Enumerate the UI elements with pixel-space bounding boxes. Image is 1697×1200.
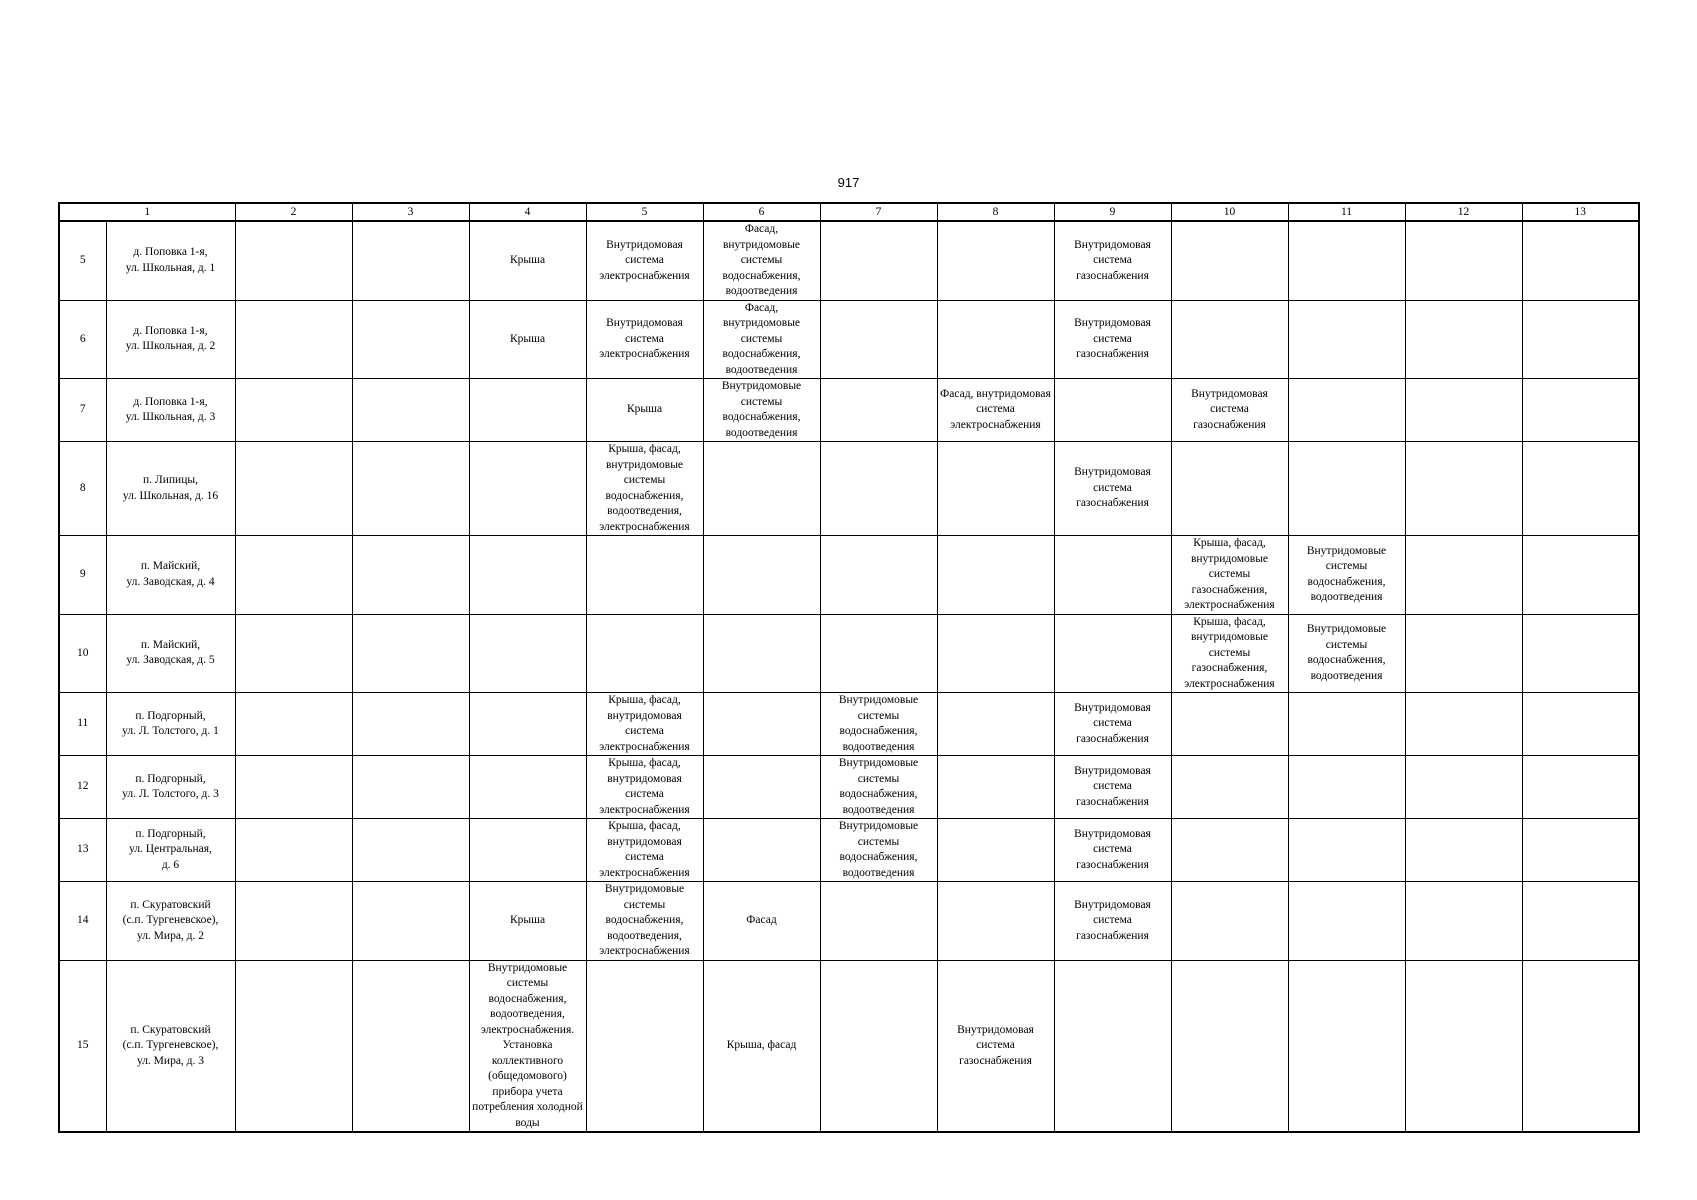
work-cell-col-4: Крыша <box>469 300 586 379</box>
address-cell: п. Подгорный, ул. Л. Толстого, д. 3 <box>106 756 235 819</box>
work-cell-col-3 <box>352 960 469 1132</box>
work-cell-col-8 <box>937 819 1054 882</box>
work-cell-col-12 <box>1405 960 1522 1132</box>
work-cell-col-13 <box>1522 536 1639 615</box>
work-cell-col-9: Внутридомовая система газоснабжения <box>1054 221 1171 300</box>
work-cell-col-4 <box>469 756 586 819</box>
page-number: 917 <box>837 175 860 190</box>
work-cell-col-5: Крыша <box>586 379 703 442</box>
work-cell-col-6 <box>703 442 820 536</box>
work-cell-col-9: Внутридомовая система газоснабжения <box>1054 756 1171 819</box>
work-cell-col-4 <box>469 819 586 882</box>
address-cell: п. Скуратовский (с.п. Тургеневское), ул. Мира, д. 3 <box>106 960 235 1132</box>
row-number: 5 <box>59 221 106 300</box>
work-cell-col-6 <box>703 614 820 693</box>
work-cell-col-10 <box>1171 882 1288 961</box>
work-cell-col-4: Внутридомовые системы водоснабжения, водоотведения, электроснабжения. Установка коллективного (общедомового) прибора учета потребления холодной воды <box>469 960 586 1132</box>
work-cell-col-7 <box>820 379 937 442</box>
work-cell-col-6: Внутридомовые системы водоснабжения, водоотведения <box>703 379 820 442</box>
work-cell-col-9: Внутридомовая система газоснабжения <box>1054 300 1171 379</box>
work-cell-col-4 <box>469 442 586 536</box>
work-cell-col-11 <box>1288 300 1405 379</box>
work-cell-col-3 <box>352 379 469 442</box>
row-number: 8 <box>59 442 106 536</box>
row-number: 14 <box>59 882 106 961</box>
work-cell-col-8 <box>937 693 1054 756</box>
work-cell-col-11 <box>1288 221 1405 300</box>
work-cell-col-13 <box>1522 614 1639 693</box>
work-cell-col-6 <box>703 819 820 882</box>
work-cell-col-12 <box>1405 379 1522 442</box>
work-cell-col-7 <box>820 882 937 961</box>
work-cell-col-12 <box>1405 693 1522 756</box>
work-cell-col-2 <box>235 379 352 442</box>
column-header-2: 2 <box>235 203 352 221</box>
row-number: 10 <box>59 614 106 693</box>
work-cell-col-7 <box>820 614 937 693</box>
work-cell-col-4: Крыша <box>469 221 586 300</box>
column-header-6: 6 <box>703 203 820 221</box>
work-cell-col-5: Крыша, фасад, внутридомовая система электроснабжения <box>586 693 703 756</box>
work-cell-col-10 <box>1171 221 1288 300</box>
work-cell-col-11: Внутридомовые системы водоснабжения, водоотведения <box>1288 536 1405 615</box>
work-cell-col-8 <box>937 536 1054 615</box>
work-cell-col-7: Внутридомовые системы водоснабжения, водоотведения <box>820 693 937 756</box>
work-cell-col-4: Крыша <box>469 882 586 961</box>
table-row <box>59 442 1639 536</box>
work-cell-col-6 <box>703 693 820 756</box>
table-row <box>59 819 1639 882</box>
capital-repair-table <box>58 202 1640 1133</box>
work-cell-col-2 <box>235 756 352 819</box>
address-cell: п. Скуратовский (с.п. Тургеневское), ул. Мира, д. 2 <box>106 882 235 961</box>
column-header-3: 3 <box>352 203 469 221</box>
work-cell-col-11 <box>1288 819 1405 882</box>
work-cell-col-11 <box>1288 960 1405 1132</box>
work-cell-col-4 <box>469 379 586 442</box>
work-cell-col-2 <box>235 614 352 693</box>
work-cell-col-3 <box>352 442 469 536</box>
work-cell-col-6 <box>703 756 820 819</box>
work-cell-col-5: Крыша, фасад, внутридомовая система электроснабжения <box>586 819 703 882</box>
table-row <box>59 300 1639 379</box>
work-cell-col-11 <box>1288 882 1405 961</box>
work-cell-col-5: Крыша, фасад, внутридомовые системы водоснабжения, водоотведения, электроснабжения <box>586 442 703 536</box>
work-cell-col-6 <box>703 536 820 615</box>
row-number: 11 <box>59 693 106 756</box>
work-cell-col-6: Фасад, внутридомовые системы водоснабжения, водоотведения <box>703 221 820 300</box>
work-cell-col-10 <box>1171 960 1288 1132</box>
work-cell-col-8 <box>937 221 1054 300</box>
table-row <box>59 693 1639 756</box>
row-number: 13 <box>59 819 106 882</box>
work-cell-col-2 <box>235 819 352 882</box>
address-cell: д. Поповка 1-я, ул. Школьная, д. 2 <box>106 300 235 379</box>
work-cell-col-12 <box>1405 882 1522 961</box>
work-cell-col-9 <box>1054 536 1171 615</box>
work-cell-col-11: Внутридомовые системы водоснабжения, водоотведения <box>1288 614 1405 693</box>
column-header-11: 11 <box>1288 203 1405 221</box>
work-cell-col-9: Внутридомовая система газоснабжения <box>1054 819 1171 882</box>
work-cell-col-2 <box>235 693 352 756</box>
table-row <box>59 756 1639 819</box>
work-cell-col-4 <box>469 693 586 756</box>
work-cell-col-10 <box>1171 693 1288 756</box>
work-cell-col-13 <box>1522 300 1639 379</box>
column-header-4: 4 <box>469 203 586 221</box>
work-cell-col-12 <box>1405 442 1522 536</box>
work-cell-col-12 <box>1405 614 1522 693</box>
row-number: 6 <box>59 300 106 379</box>
work-cell-col-9 <box>1054 379 1171 442</box>
work-cell-col-3 <box>352 819 469 882</box>
column-header-8: 8 <box>937 203 1054 221</box>
address-cell: п. Липицы, ул. Школьная, д. 16 <box>106 442 235 536</box>
work-cell-col-8 <box>937 882 1054 961</box>
work-cell-col-5: Внутридомовая система электроснабжения <box>586 300 703 379</box>
work-cell-col-10: Внутридомовая система газоснабжения <box>1171 379 1288 442</box>
row-number: 15 <box>59 960 106 1132</box>
work-cell-col-13 <box>1522 819 1639 882</box>
work-cell-col-13 <box>1522 693 1639 756</box>
row-number: 12 <box>59 756 106 819</box>
work-cell-col-11 <box>1288 442 1405 536</box>
work-cell-col-4 <box>469 536 586 615</box>
work-cell-col-12 <box>1405 221 1522 300</box>
address-cell: п. Майский, ул. Заводская, д. 4 <box>106 536 235 615</box>
work-cell-col-13 <box>1522 960 1639 1132</box>
column-header-10: 10 <box>1171 203 1288 221</box>
work-cell-col-10 <box>1171 819 1288 882</box>
work-cell-col-3 <box>352 756 469 819</box>
address-cell: д. Поповка 1-я, ул. Школьная, д. 3 <box>106 379 235 442</box>
column-header-13: 13 <box>1522 203 1639 221</box>
column-header-12: 12 <box>1405 203 1522 221</box>
work-cell-col-9 <box>1054 614 1171 693</box>
work-cell-col-12 <box>1405 300 1522 379</box>
work-cell-col-9: Внутридомовая система газоснабжения <box>1054 693 1171 756</box>
work-cell-col-13 <box>1522 221 1639 300</box>
work-cell-col-10: Крыша, фасад, внутридомовые системы газоснабжения, электроснабжения <box>1171 614 1288 693</box>
work-cell-col-2 <box>235 221 352 300</box>
work-cell-col-13 <box>1522 756 1639 819</box>
work-cell-col-6: Фасад <box>703 882 820 961</box>
work-cell-col-3 <box>352 300 469 379</box>
table-row <box>59 614 1639 693</box>
work-cell-col-11 <box>1288 379 1405 442</box>
work-cell-col-3 <box>352 693 469 756</box>
work-cell-col-13 <box>1522 442 1639 536</box>
work-cell-col-13 <box>1522 882 1639 961</box>
work-cell-col-6: Крыша, фасад <box>703 960 820 1132</box>
table-row <box>59 536 1639 615</box>
work-cell-col-2 <box>235 960 352 1132</box>
work-cell-col-3 <box>352 614 469 693</box>
work-cell-col-13 <box>1522 379 1639 442</box>
work-cell-col-7 <box>820 442 937 536</box>
work-cell-col-8 <box>937 614 1054 693</box>
work-cell-col-4 <box>469 614 586 693</box>
address-cell: п. Подгорный, ул. Л. Толстого, д. 1 <box>106 693 235 756</box>
work-cell-col-2 <box>235 300 352 379</box>
work-cell-col-3 <box>352 882 469 961</box>
work-cell-col-7 <box>820 536 937 615</box>
work-cell-col-5 <box>586 614 703 693</box>
work-cell-col-2 <box>235 442 352 536</box>
work-cell-col-5 <box>586 960 703 1132</box>
work-cell-col-9: Внутридомовая система газоснабжения <box>1054 882 1171 961</box>
table-header-row <box>59 203 1639 221</box>
work-cell-col-9: Внутридомовая система газоснабжения <box>1054 442 1171 536</box>
work-cell-col-8 <box>937 756 1054 819</box>
work-cell-col-8: Внутридомовая система газоснабжения <box>937 960 1054 1132</box>
work-cell-col-8 <box>937 300 1054 379</box>
table-body <box>59 221 1639 1132</box>
work-cell-col-12 <box>1405 819 1522 882</box>
work-cell-col-3 <box>352 221 469 300</box>
work-cell-col-8 <box>937 442 1054 536</box>
work-cell-col-2 <box>235 882 352 961</box>
work-cell-col-5: Внутридомовая система электроснабжения <box>586 221 703 300</box>
work-cell-col-7 <box>820 960 937 1132</box>
address-cell: д. Поповка 1-я, ул. Школьная, д. 1 <box>106 221 235 300</box>
address-cell: п. Подгорный, ул. Центральная, д. 6 <box>106 819 235 882</box>
work-cell-col-5: Внутридомовые системы водоснабжения, водоотведения, электроснабжения <box>586 882 703 961</box>
work-cell-col-7 <box>820 221 937 300</box>
table-row <box>59 882 1639 961</box>
address-cell: п. Майский, ул. Заводская, д. 5 <box>106 614 235 693</box>
work-cell-col-10 <box>1171 756 1288 819</box>
work-cell-col-11 <box>1288 693 1405 756</box>
work-cell-col-2 <box>235 536 352 615</box>
work-cell-col-7: Внутридомовые системы водоснабжения, водоотведения <box>820 756 937 819</box>
table-row <box>59 379 1639 442</box>
row-number: 9 <box>59 536 106 615</box>
column-header-7: 7 <box>820 203 937 221</box>
work-cell-col-8: Фасад, внутридомовая система электроснабжения <box>937 379 1054 442</box>
work-cell-col-10 <box>1171 300 1288 379</box>
column-header-5: 5 <box>586 203 703 221</box>
work-cell-col-3 <box>352 536 469 615</box>
column-header-1: 1 <box>59 203 235 221</box>
work-cell-col-11 <box>1288 756 1405 819</box>
work-cell-col-5: Крыша, фасад, внутридомовая система электроснабжения <box>586 756 703 819</box>
work-cell-col-12 <box>1405 536 1522 615</box>
work-cell-col-7 <box>820 300 937 379</box>
work-cell-col-10 <box>1171 442 1288 536</box>
work-cell-col-9 <box>1054 960 1171 1132</box>
work-cell-col-12 <box>1405 756 1522 819</box>
table-row <box>59 960 1639 1132</box>
table-row <box>59 221 1639 300</box>
work-cell-col-10: Крыша, фасад, внутридомовые системы газоснабжения, электроснабжения <box>1171 536 1288 615</box>
work-cell-col-5 <box>586 536 703 615</box>
work-cell-col-7: Внутридомовые системы водоснабжения, водоотведения <box>820 819 937 882</box>
work-cell-col-6: Фасад, внутридомовые системы водоснабжения, водоотведения <box>703 300 820 379</box>
column-header-9: 9 <box>1054 203 1171 221</box>
row-number: 7 <box>59 379 106 442</box>
